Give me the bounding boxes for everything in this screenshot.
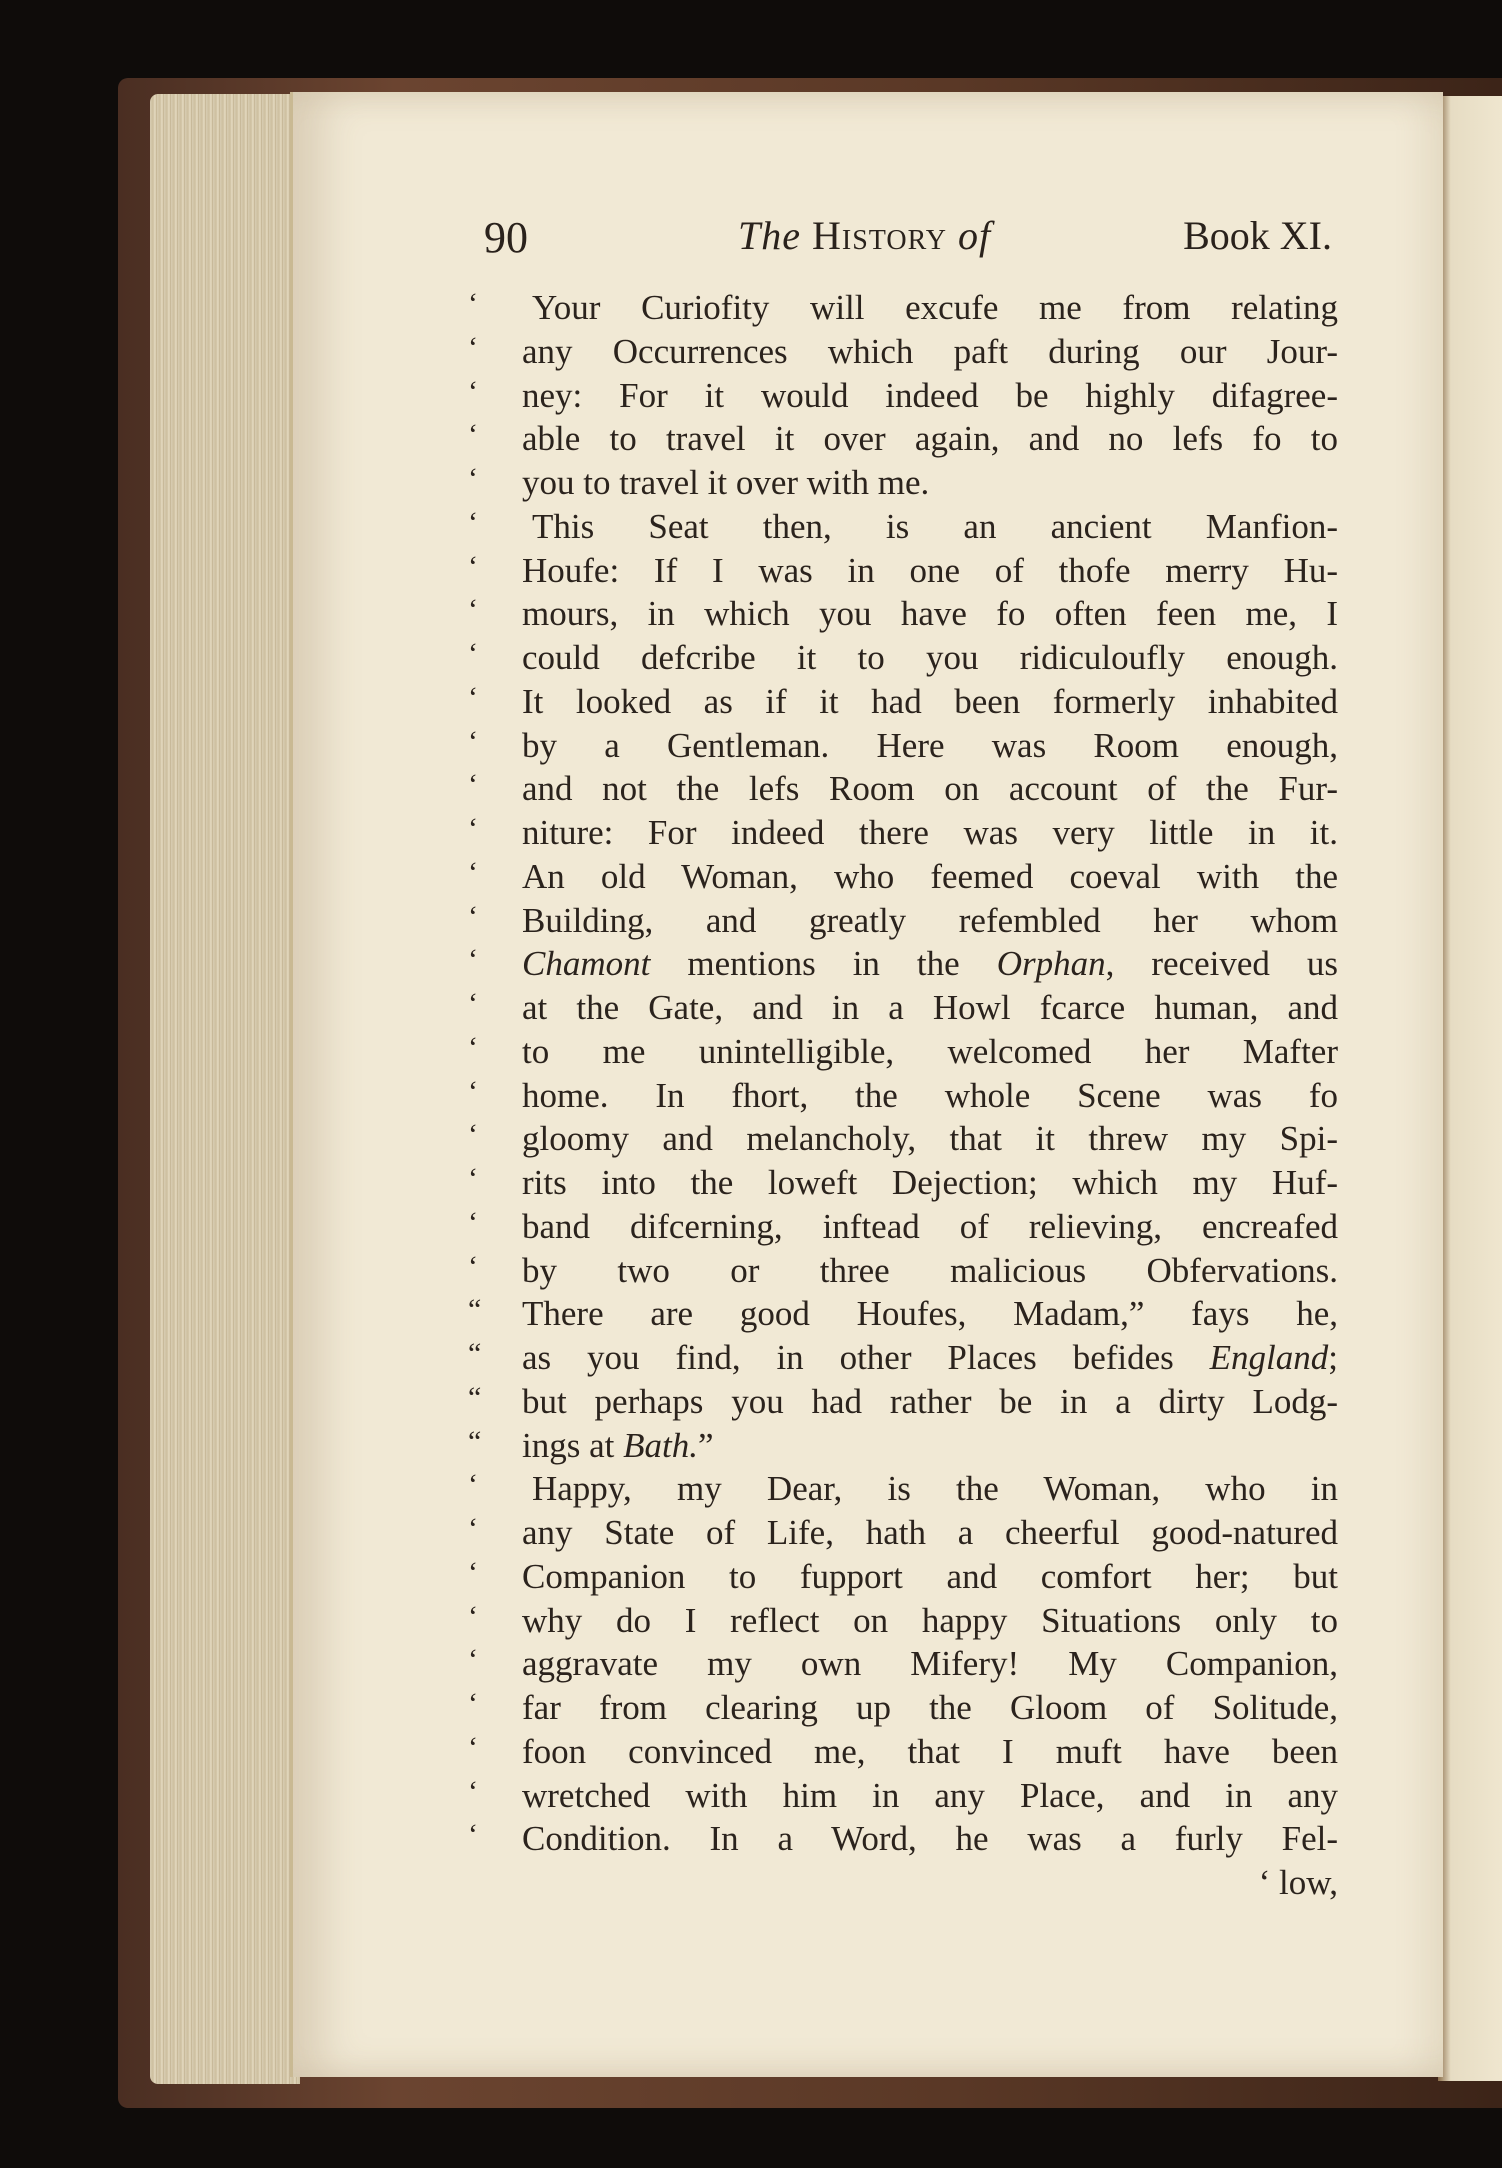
title-of: of: [957, 213, 992, 258]
text-line: [468, 1074, 1338, 1118]
quote-mark: ‘: [468, 462, 478, 495]
quote-mark: “: [468, 1380, 482, 1414]
quote-mark: ‘: [468, 549, 478, 583]
line-text-part: Orphan: [996, 944, 1106, 984]
body-text: [468, 286, 1338, 1905]
line-text: Houfe: If I was in one of thofe merry Hu-: [522, 550, 1338, 590]
line-text: This Seat then, is an ancient Manfion-: [532, 506, 1338, 546]
quote-mark: ‘: [468, 1074, 478, 1108]
text-line: [468, 855, 1338, 899]
line-text: to me unintelligible, welcomed her Mafter: [522, 1031, 1338, 1071]
quote-mark: ‘: [468, 768, 478, 802]
line-text: you to travel it over with me.: [522, 463, 930, 502]
line-text: home. In fhort, the whole Scene was fo: [522, 1075, 1338, 1115]
page-number: 90: [484, 213, 528, 262]
quote-mark: ‘: [468, 505, 478, 539]
quote-mark: ‘: [468, 1687, 478, 1720]
text-line: [468, 1730, 1338, 1774]
line-text-part: ;: [1328, 1338, 1338, 1377]
line-text-part: ings at: [522, 1425, 624, 1465]
line-text: by two or three malicious Obfervations.: [522, 1250, 1338, 1290]
text-line: [468, 1030, 1338, 1074]
quote-mark: ‘: [468, 855, 478, 889]
quote-mark: ‘: [468, 812, 478, 845]
quote-mark: ‘: [468, 899, 478, 933]
text-line: [468, 330, 1338, 374]
text-line: [468, 1424, 1338, 1468]
quote-mark: ‘: [468, 1818, 478, 1852]
text-line: [468, 286, 1338, 330]
quote-mark: ‘: [468, 1249, 478, 1283]
quote-mark: ‘: [468, 680, 478, 714]
line-text: band difcerning, inftead of relieving, encreafed: [522, 1206, 1338, 1246]
text-line: [468, 1555, 1338, 1599]
quote-mark: “: [468, 1293, 482, 1327]
title-the: The: [738, 213, 801, 258]
line-text: Condition. In a Word, he was a furly Fel-: [522, 1819, 1338, 1859]
text-line: [468, 1380, 1338, 1424]
quote-mark: ‘: [468, 1162, 478, 1195]
line-text: Happy, my Dear, is the Woman, who in: [532, 1469, 1338, 1509]
quote-mark: ‘: [468, 724, 478, 758]
line-text: why do I reflect on happy Situations only to: [522, 1600, 1338, 1640]
line-text: by a Gentleman. Here was Room enough,: [522, 725, 1338, 765]
line-text: It looked as if it had been formerly inhabited: [522, 681, 1338, 721]
quote-mark: “: [468, 1424, 482, 1458]
line-text-part: mentions in the: [650, 944, 997, 984]
text-line: [468, 1117, 1338, 1161]
quote-mark: ‘: [468, 418, 478, 452]
line-text-part: Chamont: [522, 944, 651, 984]
text-line: [468, 1292, 1338, 1336]
quote-mark: ‘: [468, 1468, 478, 1502]
line-text: There are good Houfes, Madam,” fays he,: [522, 1294, 1338, 1334]
text-line: [468, 636, 1338, 680]
text-line: [468, 942, 1338, 986]
quote-mark: ‘: [468, 1030, 478, 1064]
quote-mark: ‘: [468, 1730, 478, 1764]
text-line: [468, 1467, 1338, 1511]
line-text: [522, 1424, 1338, 1468]
quote-mark: ‘: [468, 287, 478, 320]
line-text: foon convinced me, that I muft have been: [522, 1731, 1338, 1771]
quote-mark: ‘: [468, 374, 478, 408]
quote-mark: ‘: [468, 593, 478, 627]
text-line: [468, 1686, 1338, 1730]
line-text-part: , received us: [1105, 944, 1339, 984]
line-text: gloomy and melancholy, that it threw my Spi-: [522, 1119, 1338, 1159]
line-text: aggravate my own Mifery! My Companion,: [522, 1644, 1338, 1684]
quote-mark: ‘: [468, 1555, 478, 1589]
facing-page-edge: [1438, 96, 1502, 2081]
text-line: [468, 1599, 1338, 1643]
line-text: any State of Life, hath a cheerful good-natured: [522, 1513, 1338, 1552]
text-line: [468, 417, 1338, 461]
line-text: An old Woman, who feemed coeval with the: [522, 856, 1338, 896]
line-text: Building, and greatly refembled her whom: [522, 900, 1338, 940]
text-line: [468, 899, 1338, 943]
line-text: mours, in which you have fo often feen me, I: [522, 594, 1338, 634]
line-text: Companion to fupport and comfort her; but: [522, 1556, 1338, 1596]
text-line: [468, 1249, 1338, 1293]
text-line: [468, 1511, 1338, 1555]
text-line: [468, 767, 1338, 811]
line-text: rits into the loweft Dejection; which my Huf-: [522, 1163, 1338, 1202]
page-edges: [150, 94, 300, 2084]
title-history: History: [812, 213, 947, 258]
line-text-part: England: [1209, 1338, 1329, 1377]
line-text: [522, 1336, 1338, 1380]
text-line: [468, 461, 1338, 505]
text-line: [468, 1205, 1338, 1249]
quote-mark: “: [468, 1337, 482, 1370]
text-line: [468, 592, 1338, 636]
line-text: far from clearing up the Gloom of Solitude,: [522, 1688, 1338, 1727]
text-line: [468, 1161, 1338, 1205]
text-line: [468, 549, 1338, 593]
text-line: [468, 811, 1338, 855]
running-title: [738, 212, 991, 259]
line-text-part: ”: [697, 1425, 714, 1465]
line-text: wretched with him in any Place, and in any: [522, 1775, 1338, 1815]
text-line: [468, 505, 1338, 549]
quote-mark: ‘: [468, 1774, 478, 1808]
quote-mark: ‘: [468, 1643, 478, 1677]
text-line: [468, 374, 1338, 418]
catchword: ‘ low,: [1258, 1863, 1338, 1902]
line-text-part: as you find, in other Places befides: [522, 1338, 1210, 1377]
text-line: [468, 1642, 1338, 1686]
line-text: niture: For indeed there was very little in it.: [522, 813, 1338, 852]
text-line: [468, 680, 1338, 724]
quote-mark: ‘: [468, 330, 478, 364]
running-header: [484, 212, 1332, 272]
text-line: [468, 1336, 1338, 1380]
line-text: any Occurrences which paft during our Jour-: [522, 331, 1338, 371]
text-line: [468, 1774, 1338, 1818]
line-text: at the Gate, and in a Howl fcarce human, and: [522, 988, 1338, 1027]
quote-mark: ‘: [468, 943, 478, 977]
text-line: [468, 986, 1338, 1030]
line-text: ney: For it would indeed be highly difagree-: [522, 375, 1338, 415]
quote-mark: ‘: [468, 987, 478, 1020]
quote-mark: ‘: [468, 637, 478, 670]
line-text: [522, 942, 1338, 986]
line-text-part: Bath.: [623, 1425, 698, 1465]
quote-mark: ‘: [468, 1599, 478, 1633]
line-text: could defcribe it to you ridiculoufly enough.: [522, 638, 1338, 677]
line-text: Your Curiofity will excufe me from relating: [532, 288, 1338, 327]
line-text: and not the lefs Room on account of the Fur-: [522, 769, 1338, 809]
quote-mark: ‘: [468, 1512, 478, 1545]
line-text: but perhaps you had rather be in a dirty Lodg-: [522, 1381, 1338, 1421]
line-text: able to travel it over again, and no lefs fo to: [522, 419, 1338, 459]
book-label: Book XI.: [1183, 213, 1332, 258]
text-line: [468, 1817, 1338, 1861]
catchword-line: [468, 1861, 1338, 1905]
text-line: [468, 724, 1338, 768]
quote-mark: ‘: [468, 1205, 478, 1239]
quote-mark: ‘: [468, 1118, 478, 1152]
